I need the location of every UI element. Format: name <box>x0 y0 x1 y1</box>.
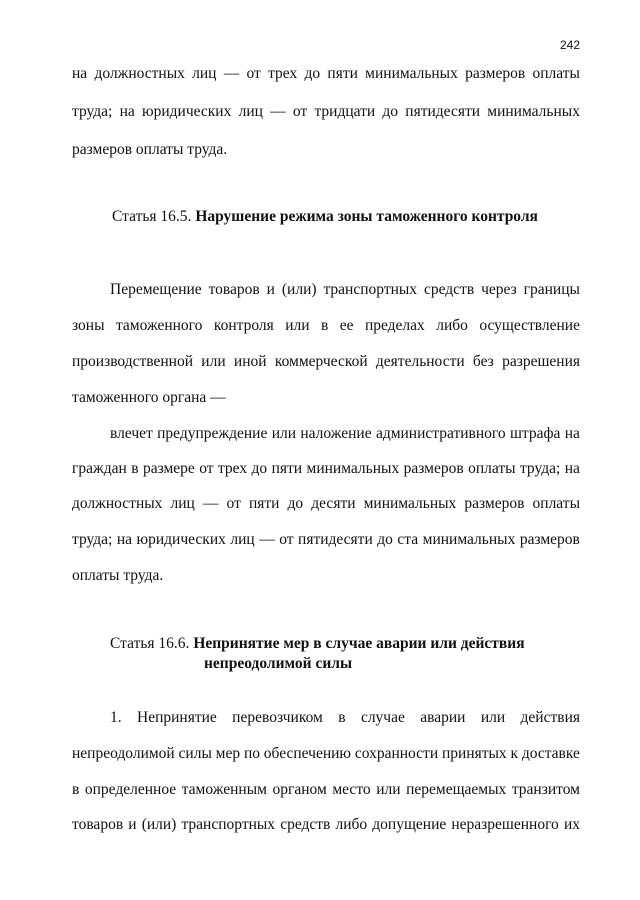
text-line <box>72 530 580 550</box>
text-line <box>72 64 580 84</box>
word: от <box>279 531 294 548</box>
word: влечет <box>110 425 153 442</box>
text-line <box>72 316 580 336</box>
word: трех <box>268 65 298 82</box>
word: силы <box>178 745 212 762</box>
word: — <box>270 103 286 120</box>
article-heading-16-5 <box>112 207 538 227</box>
word: от <box>199 460 214 477</box>
word: мер <box>215 745 241 762</box>
word: размеров <box>464 495 525 512</box>
word: либо <box>436 317 468 334</box>
word: средств <box>423 281 475 298</box>
article-title: Нарушение режима зоны таможенного контроля <box>195 208 538 225</box>
word: до <box>304 65 321 82</box>
word: лиц <box>192 65 217 82</box>
word: — <box>202 495 219 512</box>
word: и <box>128 816 137 833</box>
word: должностных <box>72 495 163 512</box>
word: аварии <box>420 709 466 726</box>
word: транзитом <box>511 781 580 798</box>
word: коммерческой <box>274 353 368 370</box>
word: труда; <box>72 103 113 120</box>
word: их <box>563 816 580 833</box>
word: ста <box>397 531 419 548</box>
word: таможенного <box>115 317 203 334</box>
word: или <box>285 317 310 334</box>
word: оплаты <box>532 495 580 512</box>
word: — <box>223 65 240 82</box>
word: производственной <box>72 353 194 370</box>
word: обеспечению <box>263 745 352 762</box>
word: оплаты <box>532 65 580 82</box>
page-number: 242 <box>559 38 580 52</box>
word: на <box>72 65 88 82</box>
word: перемещаемых <box>406 781 507 798</box>
word: действия <box>520 709 580 726</box>
word: или <box>271 425 297 442</box>
word: или <box>201 353 226 370</box>
word: лиц <box>230 531 255 548</box>
word: определенное <box>84 781 177 798</box>
word: — <box>259 531 275 548</box>
word: или <box>480 709 506 726</box>
word: неразрешенного <box>451 816 559 833</box>
word: минимальных <box>306 460 400 477</box>
word: труда; <box>519 460 561 477</box>
word: пяти <box>327 65 358 82</box>
text-line <box>110 280 580 300</box>
word: должностных <box>94 65 185 82</box>
article-heading-16-6-cont <box>204 654 352 674</box>
word: штрафа <box>509 425 561 442</box>
word: минимальных <box>363 495 457 512</box>
word: принятых <box>441 745 507 762</box>
word: размеров <box>403 460 464 477</box>
word: границы <box>523 281 580 298</box>
word: административного <box>375 425 506 442</box>
word: в <box>338 709 346 726</box>
word: размере <box>142 460 195 477</box>
word: юридических <box>142 103 232 120</box>
text-line <box>72 494 580 514</box>
word: лиц <box>170 495 195 512</box>
word: контроля <box>213 317 274 334</box>
word: до <box>382 103 399 120</box>
word: лиц <box>238 103 263 120</box>
word: перевозчиком <box>232 709 323 726</box>
word: на <box>564 460 580 477</box>
word: труда; <box>72 531 113 548</box>
word: разрешения <box>502 353 580 370</box>
article-heading-16-6 <box>110 634 525 654</box>
article-title-line-2: непреодолимой силы <box>204 655 353 672</box>
word: оплаты <box>468 460 516 477</box>
word: деятельности <box>375 353 465 370</box>
word: таможенным <box>181 781 267 798</box>
text-line: оплаты труда. <box>72 567 164 584</box>
text-line: размеров оплаты труда. <box>72 141 228 158</box>
word: иной <box>233 353 267 370</box>
text-line: таможенного органа — <box>72 389 226 406</box>
word: Перемещение <box>110 281 202 298</box>
word: зоны <box>72 317 105 334</box>
word: 1. <box>110 709 122 726</box>
word: в <box>320 317 329 334</box>
word: от <box>226 495 241 512</box>
text-line <box>72 815 580 835</box>
word: или <box>376 781 401 798</box>
word: минимальных <box>365 65 458 82</box>
word: предупреждение <box>157 425 268 442</box>
text-line <box>72 780 580 800</box>
word: пяти <box>248 495 280 512</box>
word: либо <box>335 816 368 833</box>
word: до <box>287 495 304 512</box>
word: транспортных <box>181 816 276 833</box>
text-line <box>72 352 580 372</box>
word: непреодолимой <box>72 745 175 762</box>
text-line <box>72 459 580 479</box>
word: тридцати <box>314 103 376 120</box>
word: сохранности <box>354 745 439 762</box>
text-line <box>72 102 580 122</box>
word: до <box>377 531 393 548</box>
word: (или) <box>281 281 317 298</box>
word: в <box>72 781 80 798</box>
word: граждан <box>72 460 127 477</box>
word: (или) <box>141 816 177 833</box>
word: пределах <box>364 317 425 334</box>
word: через <box>481 281 517 298</box>
word: место <box>332 781 371 798</box>
word: средств <box>280 816 331 833</box>
word: случае <box>360 709 405 726</box>
word: наложение <box>300 425 372 442</box>
word: осуществление <box>479 317 580 334</box>
word: по <box>243 745 260 762</box>
word: до <box>251 460 268 477</box>
word: размеров <box>465 65 526 82</box>
word: пяти <box>271 460 303 477</box>
word: без <box>472 353 494 370</box>
word: размеров <box>519 531 580 548</box>
word: в <box>131 460 139 477</box>
word: доставке <box>521 745 580 762</box>
word: транспортных <box>323 281 418 298</box>
word: юридических <box>136 531 226 548</box>
word: и <box>266 281 275 298</box>
article-title-line-1: Непринятие мер в случае аварии или действия <box>193 635 525 652</box>
word: пятидесяти <box>298 531 373 548</box>
word: на <box>119 103 135 120</box>
article-number: Статья 16.5. <box>112 208 192 225</box>
word: пятидесяти <box>405 103 481 120</box>
word: товаров <box>208 281 260 298</box>
word: десяти <box>311 495 356 512</box>
word: минимальных <box>487 103 580 120</box>
word: органом <box>272 781 327 798</box>
word: ее <box>339 317 354 334</box>
text-line <box>110 424 580 444</box>
word: минимальных <box>422 531 516 548</box>
word: допущение <box>372 816 447 833</box>
word: к <box>510 745 518 762</box>
word: на <box>564 425 580 442</box>
text-line <box>110 708 580 728</box>
article-number: Статья 16.6. <box>110 635 190 652</box>
text-line <box>72 744 580 764</box>
word: на <box>116 531 133 548</box>
word: от <box>246 65 261 82</box>
word: товаров <box>72 816 124 833</box>
word: трех <box>217 460 248 477</box>
word: Непринятие <box>137 709 217 726</box>
word: от <box>292 103 308 120</box>
